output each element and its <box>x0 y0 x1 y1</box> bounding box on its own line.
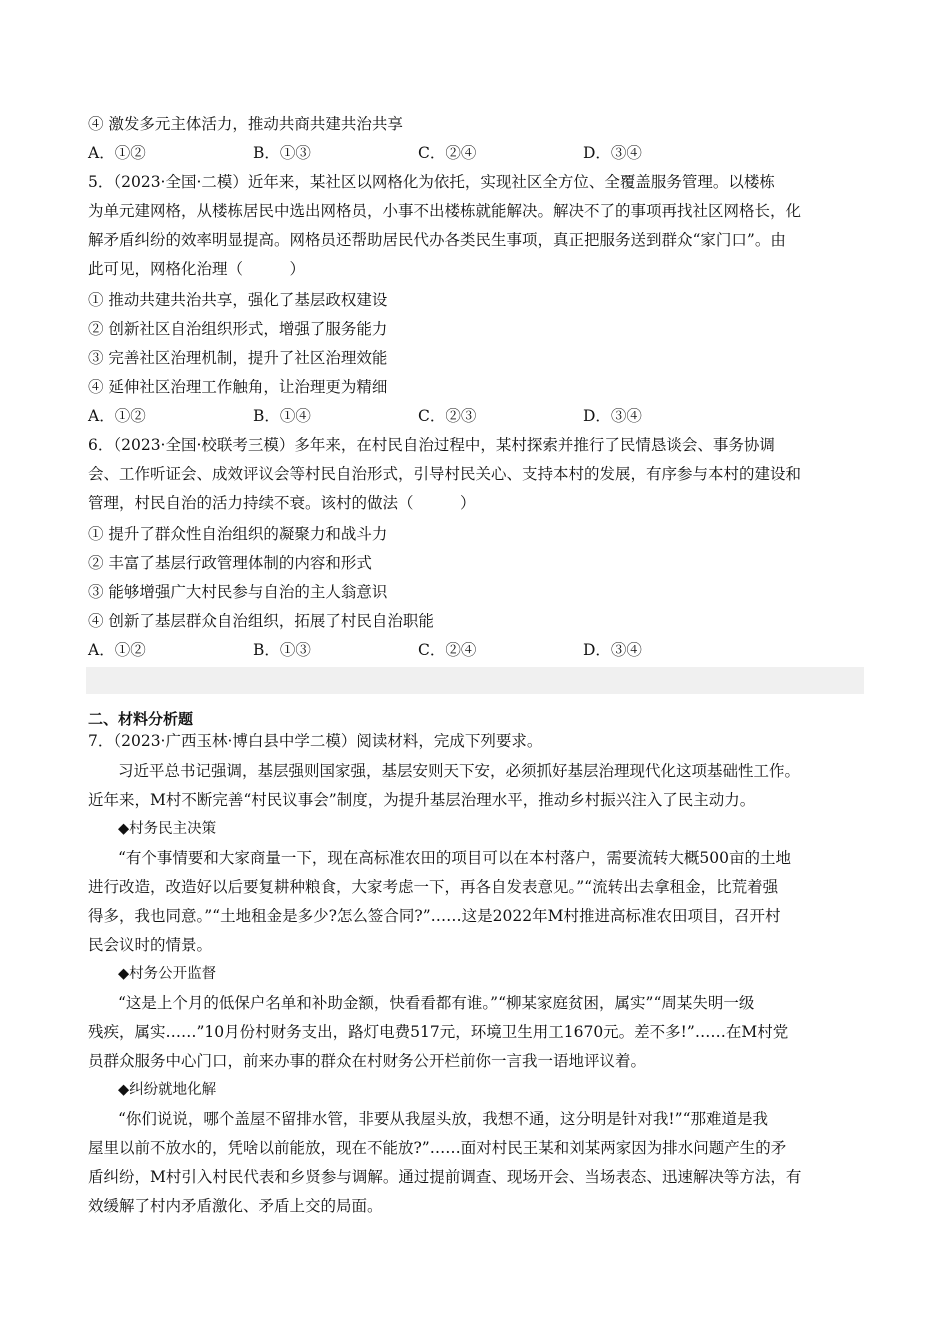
subheading-dispute-resolution: ◆纠纷就地化解 <box>118 1082 217 1098</box>
p1-line-2: 进行改造，改造好以后要复耕种粮食，大家考虑一下，再各自发表意见。”“流转出去拿租金，比荒着强 <box>88 878 779 896</box>
p1-line-1: “有个事情要和大家商量一下，现在高标准农田的项目可以在本村落户，需要流转大概500亩的土地 <box>118 849 792 867</box>
q6-option-a: A．①② <box>88 641 146 659</box>
q6-option-b: B．①③ <box>253 641 311 659</box>
q6-item-2: ② 丰富了基层行政管理体制的内容和形式 <box>88 554 372 572</box>
q6-option-d: D．③④ <box>583 641 642 659</box>
q5-item-1: ① 推动共建共治共享，强化了基层政权建设 <box>88 291 388 309</box>
p3-line-4: 效缓解了村内矛盾激化、矛盾上交的局面。 <box>88 1197 383 1215</box>
p2-line-2: 残疾，属实……”10月份村财务支出，路灯电费517元，环境卫生用工1670元。差不多!”……在M村党 <box>88 1023 789 1041</box>
q5-stem-line-1: 5．（2023·全国·二模）近年来，某社区以网格化为依托，实现社区全方位、全覆盖服务管理。以楼栋 <box>88 173 775 191</box>
q6-item-1: ① 提升了群众性自治组织的凝聚力和战斗力 <box>88 525 388 543</box>
p2-line-1: “这是上个月的低保户名单和补助金额，快看看都有谁。”“柳某家庭贫困，属实”“周某失明一级 <box>118 994 755 1012</box>
p2-line-3: 员群众服务中心门口，前来办事的群众在村财务公开栏前你一言我一语地评议着。 <box>88 1052 647 1070</box>
p1-line-3: 得多，我也同意。”“土地租金是多少?怎么签合同?”……这是2022年M村推进高标准农田项目，召开村 <box>88 907 781 925</box>
q4-item-4: ④ 激发多元主体活力，推动共商共建共治共享 <box>88 115 403 133</box>
q5-option-c: C．②③ <box>418 407 477 425</box>
q5-option-b: B．①④ <box>253 407 311 425</box>
q6-option-c: C．②④ <box>418 641 477 659</box>
q5-stem-line-2: 为单元建网格，从楼栋居民中选出网格员，小事不出楼栋就能解决。解决不了的事项再找社区网格长，化 <box>88 202 802 220</box>
subheading-democratic-decision: ◆村务民主决策 <box>118 821 217 837</box>
q6-stem-line-3: 管理，村民自治的活力持续不衰。该村的做法（ ） <box>88 494 476 512</box>
p3-line-3: 盾纠纷，M村引入村民代表和乡贤参与调解。通过提前调查、现场开会、当场表态、迅速解决等方法，有 <box>88 1168 802 1186</box>
material-intro-line-2: 近年来，M村不断完善“村民议事会”制度，为提升基层治理水平，推动乡村振兴注入了民主动力。 <box>88 791 756 809</box>
section-divider-band <box>86 667 864 694</box>
q7-title: 7．（2023·广西玉林·博白县中学二模）阅读材料，完成下列要求。 <box>88 732 543 750</box>
q4-option-c: C．②④ <box>418 144 477 162</box>
q4-option-a: A．①② <box>88 144 146 162</box>
q4-option-b: B．①③ <box>253 144 311 162</box>
q6-item-3: ③ 能够增强广大村民参与自治的主人翁意识 <box>88 583 388 601</box>
p1-line-4: 民会议时的情景。 <box>88 936 213 954</box>
q6-stem-line-1: 6．（2023·全国·校联考三模）多年来，在村民自治过程中，某村探索并推行了民情恳谈会、事务协调 <box>88 436 775 454</box>
q6-stem-line-2: 会、工作听证会、成效评议会等村民自治形式，引导村民关心、支持本村的发展，有序参与本村的建设和 <box>88 465 802 483</box>
q5-item-3: ③ 完善社区治理机制，提升了社区治理效能 <box>88 349 388 367</box>
q5-item-2: ② 创新社区自治组织形式，增强了服务能力 <box>88 320 388 338</box>
section-heading: 二、材料分析题 <box>88 710 194 728</box>
q5-option-a: A．①② <box>88 407 146 425</box>
p3-line-2: 屋里以前不放水的，凭啥以前能放，现在不能放?”……面对村民王某和刘某两家因为排水问题产生的矛 <box>88 1139 787 1157</box>
material-intro-line-1: 习近平总书记强调，基层强则国家强，基层安则天下安，必须抓好基层治理现代化这项基础性工作。 <box>118 762 801 780</box>
subheading-public-supervision: ◆村务公开监督 <box>118 966 217 982</box>
q5-option-d: D．③④ <box>583 407 642 425</box>
p3-line-1: “你们说说，哪个盖屋不留排水管，非要从我屋头放，我想不通，这分明是针对我!”“那难道是我 <box>118 1110 769 1128</box>
q4-option-d: D．③④ <box>583 144 642 162</box>
q5-stem-line-3: 解矛盾纠纷的效率明显提高。网格员还帮助居民代办各类民生事项，真正把服务送到群众“家门口”。由 <box>88 231 786 249</box>
q5-stem-line-4: 此可见，网格化治理（ ） <box>88 260 306 278</box>
q5-item-4: ④ 延伸社区治理工作触角，让治理更为精细 <box>88 378 388 396</box>
q6-item-4: ④ 创新了基层群众自治组织，拓展了村民自治职能 <box>88 612 434 630</box>
